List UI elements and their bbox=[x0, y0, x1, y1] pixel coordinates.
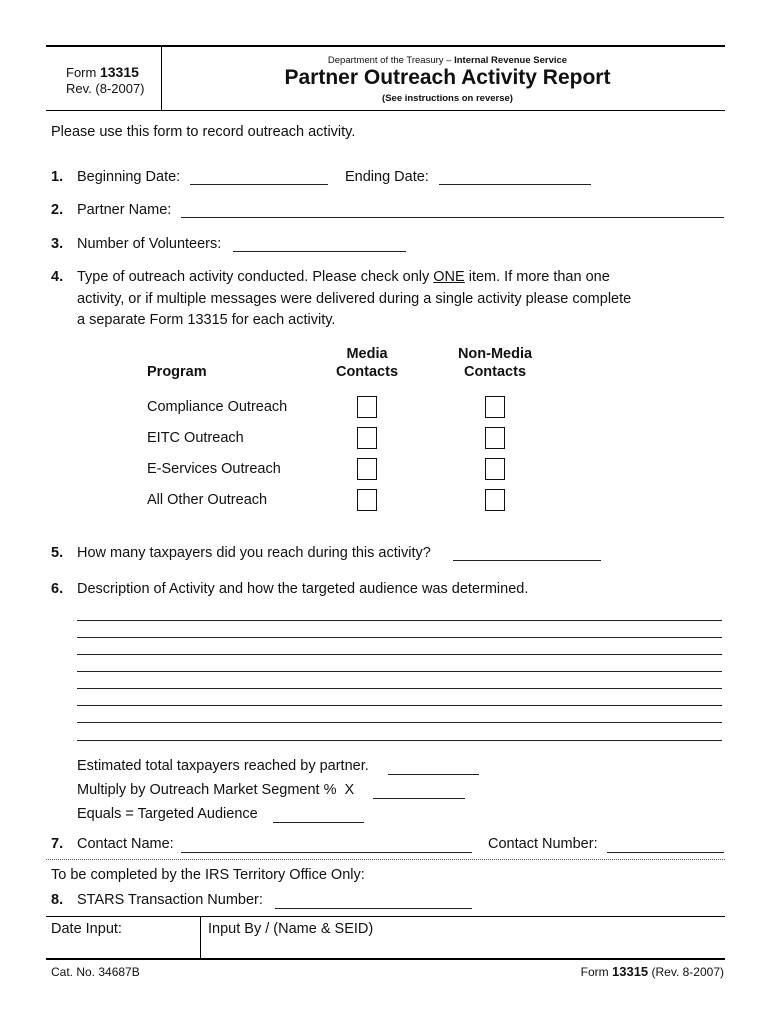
description-line-7[interactable] bbox=[77, 722, 722, 723]
instructions-note: (See instructions on reverse) bbox=[382, 93, 513, 104]
description-line-8[interactable] bbox=[77, 740, 722, 741]
q2-number: 2. bbox=[51, 202, 64, 218]
description-line-4[interactable] bbox=[77, 671, 722, 672]
q1-number: 1. bbox=[51, 169, 64, 185]
targeted-audience-field[interactable] bbox=[273, 806, 364, 823]
q8-number: 8. bbox=[51, 892, 64, 908]
irs-table-top-rule bbox=[46, 916, 725, 917]
taxpayers-reached-label: How many taxpayers did you reach during this activity? bbox=[77, 545, 431, 561]
form-id bbox=[66, 64, 139, 80]
program-column-header: Program bbox=[147, 364, 207, 380]
estimated-total-field[interactable] bbox=[388, 758, 479, 775]
irs-section-divider bbox=[46, 859, 725, 860]
description-line-6[interactable] bbox=[77, 705, 722, 706]
other-nonmedia-checkbox[interactable] bbox=[485, 489, 505, 511]
footer-form-label: Form bbox=[580, 965, 609, 979]
program-row-eitc: EITC Outreach bbox=[147, 430, 244, 446]
eservices-media-checkbox[interactable] bbox=[357, 458, 377, 480]
q4-line-1-end: item. If more than one bbox=[464, 269, 610, 285]
q4-line-1-start: Type of outreach activity conducted. Please check only bbox=[77, 269, 434, 285]
volunteers-label: Number of Volunteers: bbox=[77, 236, 222, 252]
contact-name-field[interactable] bbox=[181, 836, 472, 853]
description-label: Description of Activity and how the targeted audience was determined. bbox=[77, 581, 529, 597]
q4-number: 4. bbox=[51, 269, 64, 285]
media-header-2: Contacts bbox=[335, 364, 399, 380]
q5-number: 5. bbox=[51, 545, 64, 561]
stars-label: STARS Transaction Number: bbox=[77, 892, 263, 908]
eitc-nonmedia-checkbox[interactable] bbox=[485, 427, 505, 449]
q6-number: 6. bbox=[51, 581, 64, 597]
stars-field[interactable] bbox=[275, 892, 472, 909]
compliance-media-checkbox[interactable] bbox=[357, 396, 377, 418]
program-row-eservices: E-Services Outreach bbox=[147, 461, 281, 477]
q4-emphasis: ONE bbox=[433, 269, 465, 285]
contact-number-label: Contact Number: bbox=[488, 836, 598, 852]
catalog-number: Cat. No. 34687B bbox=[51, 965, 140, 979]
form-revision: Rev. (8-2007) bbox=[66, 81, 145, 96]
targeted-audience-label: Equals = Targeted Audience bbox=[77, 806, 258, 822]
department-name: Department of the Treasury – bbox=[327, 55, 455, 66]
eservices-nonmedia-checkbox[interactable] bbox=[485, 458, 505, 480]
compliance-nonmedia-checkbox[interactable] bbox=[485, 396, 505, 418]
contact-name-label: Contact Name: bbox=[77, 836, 174, 852]
description-line-1[interactable] bbox=[77, 620, 722, 621]
form-label: Form bbox=[66, 65, 97, 80]
input-by-label: Input By / (Name & SEID) bbox=[208, 921, 374, 937]
agency-name: Internal Revenue Service bbox=[454, 55, 568, 66]
irs-only-heading: To be completed by the IRS Territory Office Only: bbox=[51, 867, 365, 883]
intro-text: Please use this form to record outreach activity. bbox=[51, 124, 356, 140]
q3-number: 3. bbox=[51, 236, 64, 252]
program-row-compliance: Compliance Outreach bbox=[147, 399, 288, 415]
nonmedia-header-1: Non-Media bbox=[457, 346, 533, 362]
ending-date-label: Ending Date: bbox=[345, 169, 429, 185]
description-line-5[interactable] bbox=[77, 688, 722, 689]
market-segment-field[interactable] bbox=[373, 782, 465, 799]
beginning-date-label: Beginning Date: bbox=[77, 169, 181, 185]
footer-rule bbox=[46, 958, 725, 960]
q4-line-2: activity, or if multiple messages were delivered during a single activity please complete bbox=[77, 291, 632, 307]
partner-name-field[interactable] bbox=[181, 201, 724, 218]
irs-table-divider bbox=[200, 916, 201, 959]
contact-number-field[interactable] bbox=[607, 836, 724, 853]
footer-revision: (Rev. 8-2007) bbox=[651, 965, 724, 979]
market-segment-label: Multiply by Outreach Market Segment % X bbox=[77, 782, 355, 798]
nonmedia-header-2: Contacts bbox=[463, 364, 527, 380]
date-input-label: Date Input: bbox=[51, 921, 122, 937]
other-media-checkbox[interactable] bbox=[357, 489, 377, 511]
header-bottom-rule bbox=[46, 110, 725, 111]
partner-name-label: Partner Name: bbox=[77, 202, 172, 218]
page-title: Partner Outreach Activity Report bbox=[284, 66, 611, 89]
taxpayers-reached-field[interactable] bbox=[453, 544, 601, 561]
program-row-other: All Other Outreach bbox=[147, 492, 268, 508]
header-divider bbox=[161, 47, 162, 111]
description-line-3[interactable] bbox=[77, 654, 722, 655]
form-number: 13315 bbox=[99, 64, 139, 80]
beginning-date-field[interactable] bbox=[190, 168, 328, 185]
q7-number: 7. bbox=[51, 836, 64, 852]
footer-form-number: 13315 bbox=[612, 964, 649, 979]
header-top-rule bbox=[46, 45, 725, 47]
footer-form-id bbox=[560, 964, 724, 979]
q4-line-3: a separate Form 13315 for each activity. bbox=[77, 312, 336, 328]
q4-line-1 bbox=[77, 269, 610, 285]
department-line bbox=[170, 55, 725, 66]
description-line-2[interactable] bbox=[77, 637, 722, 638]
media-header-1: Media bbox=[346, 346, 388, 362]
estimated-total-label: Estimated total taxpayers reached by partner. bbox=[77, 758, 369, 774]
volunteers-field[interactable] bbox=[233, 235, 406, 252]
ending-date-field[interactable] bbox=[439, 168, 591, 185]
eitc-media-checkbox[interactable] bbox=[357, 427, 377, 449]
